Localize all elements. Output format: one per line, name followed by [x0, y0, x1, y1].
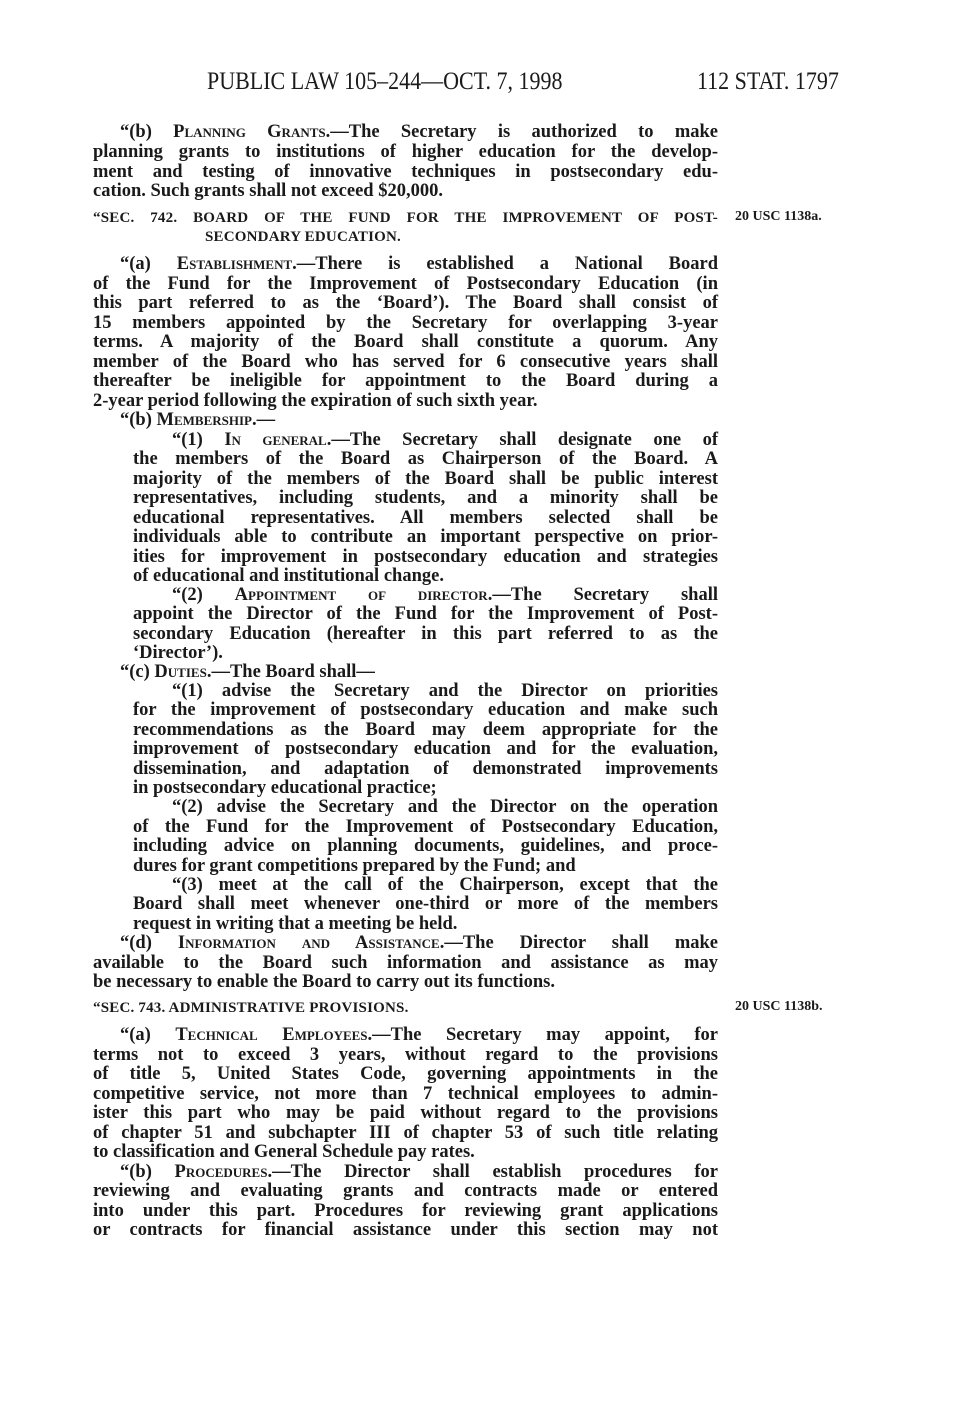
line-text: or contracts for financial assistance under this section may not — [93, 1220, 718, 1240]
line-text: ities for improvement in postsecondary education and strategies — [133, 547, 718, 567]
text-line — [133, 566, 718, 586]
margin-citation: 20 USC 1138a. — [735, 209, 822, 224]
page-number: 112 STAT. 1797 — [697, 68, 839, 95]
line-text: .— — [251, 410, 276, 430]
line-text: recommendations as the Board may deem appropriate for the — [133, 720, 718, 740]
text-line — [93, 162, 718, 182]
line-text: “(1) advise the Secretary and the Director on priorities — [172, 681, 718, 701]
text-line — [120, 122, 718, 142]
line-text: into under this part. Procedures for reviewing grant applications — [93, 1201, 718, 1221]
line-text: “(1) — [172, 430, 225, 450]
paragraph-heading: Membership — [156, 410, 252, 430]
line-text: dures for grant competitions prepared by the Fund; and — [133, 856, 576, 876]
text-line — [93, 1181, 718, 1201]
line-text: “(b) — [120, 1162, 175, 1182]
line-text: Board shall meet whenever one-third or more of the members — [133, 894, 718, 914]
line-text: SECONDARY EDUCATION. — [205, 229, 401, 245]
text-line — [120, 662, 718, 682]
line-text: cation. Such grants shall not exceed $20,000. — [93, 181, 443, 201]
text-line — [133, 527, 718, 547]
line-text: be necessary to enable the Board to carry out its functions. — [93, 972, 555, 992]
line-text: of the Fund for the Improvement of Postsecondary Education, — [133, 817, 718, 837]
line-text: to classification and General Schedule pay rates. — [93, 1142, 475, 1162]
line-text: representatives, including students, and a minority shall be — [133, 488, 718, 508]
text-line — [133, 508, 718, 528]
line-text: terms. A majority of the Board shall constitute a quorum. Any — [93, 332, 718, 352]
line-text: ister this part who may be paid without regard to the provisions — [93, 1103, 718, 1123]
line-text: “SEC. 743. ADMINISTRATIVE PROVISIONS. — [93, 1000, 409, 1016]
text-line — [133, 739, 718, 759]
line-text: .—The Director shall establish procedures for — [267, 1162, 718, 1182]
paragraph-heading: Duties — [154, 662, 207, 682]
line-text: terms not to exceed 3 years, without regard to the provisions — [93, 1045, 718, 1065]
line-text: .—The Board shall— — [206, 662, 375, 682]
text-line — [93, 972, 718, 992]
line-text: secondary Education (hereafter in this part referred to as the — [133, 624, 718, 644]
text-line — [120, 410, 718, 430]
text-line — [93, 371, 718, 391]
text-line — [93, 1045, 718, 1065]
text-line — [133, 643, 718, 663]
line-text: .—The Secretary is authorized to make — [325, 122, 718, 142]
paragraph-heading: Information and Assistance — [177, 933, 440, 953]
line-text: request in writing that a meeting be held. — [133, 914, 458, 934]
line-text: planning grants to institutions of higher education for the develop- — [93, 142, 718, 162]
line-text: 2-year period following the expiration of such sixth year. — [93, 391, 538, 411]
text-line — [93, 274, 718, 294]
line-text: “(d) — [120, 933, 178, 953]
paragraph-heading: Establishment — [176, 254, 293, 274]
text-line — [133, 778, 718, 798]
line-text: majority of the members of the Board shall be public interest — [133, 469, 718, 489]
text-line — [93, 1220, 718, 1240]
text-line — [93, 1103, 718, 1123]
paragraph-heading: Technical Employees — [175, 1025, 368, 1045]
text-line — [93, 391, 718, 411]
line-text: “(a) — [120, 254, 177, 274]
text-line — [133, 469, 718, 489]
text-line — [93, 181, 718, 201]
text-line — [120, 1162, 718, 1182]
paragraph-heading: Procedures — [174, 1162, 268, 1182]
text-line — [133, 604, 718, 624]
line-text: thereafter be ineligible for appointment to the Board during a — [93, 371, 718, 391]
text-line — [93, 1084, 718, 1104]
text-line — [172, 875, 718, 895]
line-text: .—The Secretary may appoint, for — [367, 1025, 718, 1045]
line-text: this part referred to as the ‘Board’). The Board shall consist of — [93, 293, 718, 313]
text-line — [133, 894, 718, 914]
line-text: dissemination, and adaptation of demonstrated improvements — [133, 759, 718, 779]
margin-citation: 20 USC 1138b. — [735, 999, 823, 1014]
line-text: “(a) — [120, 1025, 176, 1045]
line-text: 15 members appointed by the Secretary for overlapping 3-year — [93, 313, 718, 333]
line-text: reviewing and evaluating grants and contracts made or entered — [93, 1181, 718, 1201]
paragraph-heading: Planning Grants — [173, 122, 326, 142]
line-text: ment and testing of innovative techniques in postsecondary edu- — [93, 162, 718, 182]
text-line — [133, 449, 718, 469]
line-text: individuals able to contribute an important perspective on prior- — [133, 527, 718, 547]
line-text: “(3) meet at the call of the Chairperson, except that the — [172, 875, 718, 895]
text-line — [93, 1064, 718, 1084]
line-text: “(b) — [120, 410, 157, 430]
text-line — [133, 914, 718, 934]
text-line — [93, 313, 718, 333]
text-line — [133, 836, 718, 856]
text-line — [93, 953, 718, 973]
line-text: appoint the Director of the Fund for the Improvement of Post- — [133, 604, 718, 624]
text-line — [133, 817, 718, 837]
text-line — [172, 430, 718, 450]
text-line — [93, 293, 718, 313]
text-line — [133, 488, 718, 508]
section-heading-line — [205, 227, 718, 247]
line-text: member of the Board who has served for 6 consecutive years shall — [93, 352, 718, 372]
text-line — [133, 547, 718, 567]
line-text: in postsecondary educational practice; — [133, 778, 437, 798]
running-header-title: PUBLIC LAW 105–244—OCT. 7, 1998 — [207, 68, 563, 95]
section-heading-line — [93, 998, 718, 1018]
paragraph-heading: Appointment of director — [234, 585, 488, 605]
text-line — [133, 624, 718, 644]
line-text: competitive service, not more than 7 technical employees to admin- — [93, 1084, 718, 1104]
line-text: including advice on planning documents, guidelines, and proce- — [133, 836, 718, 856]
line-text: of the Fund for the Improvement of Postsecondary Education (in — [93, 274, 718, 294]
text-line — [120, 1025, 718, 1045]
text-line — [120, 933, 718, 953]
line-text: educational representatives. All members selected shall be — [133, 508, 718, 528]
line-text: “(2) advise the Secretary and the Director on the operation — [172, 797, 718, 817]
text-line — [93, 1123, 718, 1143]
text-line — [93, 332, 718, 352]
line-text: .—There is established a National Board — [292, 254, 718, 274]
line-text: of chapter 51 and subchapter III of chapter 53 of such title relating — [93, 1123, 718, 1143]
text-line — [172, 797, 718, 817]
line-text: .—The Director shall make — [439, 933, 718, 953]
paragraph-heading: In general — [224, 430, 327, 450]
text-line — [93, 352, 718, 372]
line-text: of title 5, United States Code, governing appointments in the — [93, 1064, 718, 1084]
line-text: .—The Secretary shall — [487, 585, 719, 605]
line-text: “SEC. 742. BOARD OF THE FUND FOR THE IMPROVEMENT OF POST- — [93, 210, 718, 226]
text-line — [133, 759, 718, 779]
text-line — [172, 681, 718, 701]
line-text: “(c) — [120, 662, 155, 682]
text-line — [133, 856, 718, 876]
section-heading-line — [93, 208, 718, 228]
line-text: available to the Board such information and assistance as may — [93, 953, 718, 973]
line-text: ‘Director’). — [133, 643, 223, 663]
line-text: .—The Secretary shall designate one of — [326, 430, 718, 450]
text-line — [120, 254, 718, 274]
text-line — [172, 585, 718, 605]
line-text: improvement of postsecondary education and for the evaluation, — [133, 739, 718, 759]
line-text: the members of the Board as Chairperson of the Board. A — [133, 449, 718, 469]
text-line — [93, 142, 718, 162]
line-text: “(2) — [172, 585, 235, 605]
line-text: for the improvement of postsecondary education and make such — [133, 700, 718, 720]
text-line — [93, 1142, 718, 1162]
text-line — [133, 720, 718, 740]
text-line — [93, 1201, 718, 1221]
line-text: of educational and institutional change. — [133, 566, 444, 586]
text-line — [133, 700, 718, 720]
line-text: “(b) — [120, 122, 174, 142]
